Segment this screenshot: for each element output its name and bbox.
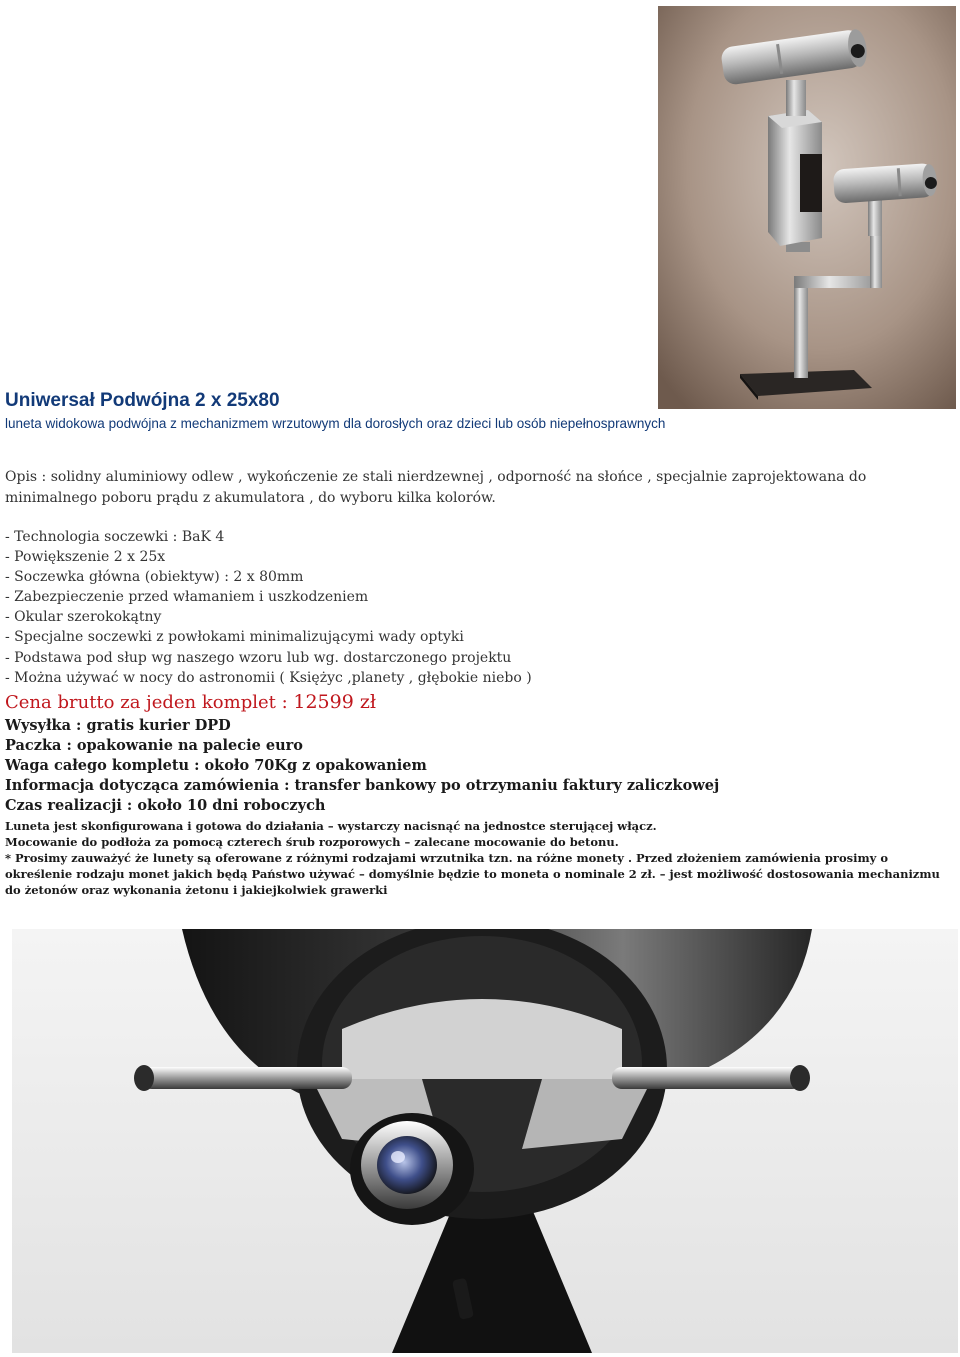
product-title: Uniwersał Podwójna 2 x 25x80	[5, 390, 280, 411]
spec-item: - Zabezpieczenie przed włamaniem i uszkodzeniem	[5, 589, 369, 605]
price-line	[5, 691, 376, 713]
product-photo-double-telescope	[658, 6, 956, 409]
spec-item: - Powiększenie 2 x 25x	[5, 549, 166, 565]
note-coins: * Prosimy zauważyć że lunety są oferowane z różnymi rodzajami wrzutnika tzn. na różne monety . Przed złożeniem zamówienia prosimy o określenie rodzaju monet jakich będą Państwo używać – domyślnie będzie to moneta o nominale 2 zł. – jest możliwość dostosowania mechanizmu do żetonów oraz wykonania żetonu i jakiejkolwiek grawerki	[5, 851, 940, 897]
spec-item: - Specjalne soczewki z powłokami minimalizującymi wady optyki	[5, 629, 464, 645]
weight-info: Waga całego kompletu : około 70Kg z opakowaniem	[5, 757, 427, 774]
price-label: Cena brutto za jeden komplet :	[5, 692, 294, 713]
spec-item: - Można używać w nocy do astronomii ( Księżyc ,planety , głębokie niebo )	[5, 670, 532, 686]
product-photo-eyepiece-closeup	[12, 929, 958, 1353]
product-subtitle: luneta widokowa podwójna z mechanizmem wrzutowym dla dorosłych oraz dzieci lub osób niepełnosprawnych	[5, 416, 666, 431]
order-info: Informacja dotycząca zamówienia : transfer bankowy po otrzymaniu faktury zaliczkowej	[5, 777, 720, 794]
shipping-info: Wysyłka : gratis kurier DPD	[5, 717, 231, 734]
price-amount: 12599 zł	[293, 691, 377, 713]
package-info: Paczka : opakowanie na palecie euro	[5, 737, 303, 754]
spec-item: - Soczewka główna (obiektyw) : 2 x 80mm	[5, 569, 304, 585]
note-mounting: Mocowanie do podłoża za pomocą czterech śrub rozporowych – zalecane mocowanie do betonu.	[5, 835, 619, 849]
lead-time-info: Czas realizacji : około 10 dni roboczych	[5, 797, 326, 814]
product-description: Opis : solidny aluminiowy odlew , wykończenie ze stali nierdzewnej , odporność na słońce , specjalnie zaprojektowana do minimalnego poboru prądu z akumulatora , do wyboru kilka kolorów.	[5, 469, 867, 506]
spec-item: - Podstawa pod słup wg naszego wzoru lub wg. dostarczonego projektu	[5, 650, 512, 666]
spec-item: - Okular szerokokątny	[5, 609, 162, 625]
spec-item: - Technologia soczewki : BaK 4	[5, 529, 225, 545]
note-ready: Luneta jest skonfigurowana i gotowa do działania – wystarczy nacisnąć na jednostce sterującej włącz.	[5, 819, 657, 833]
